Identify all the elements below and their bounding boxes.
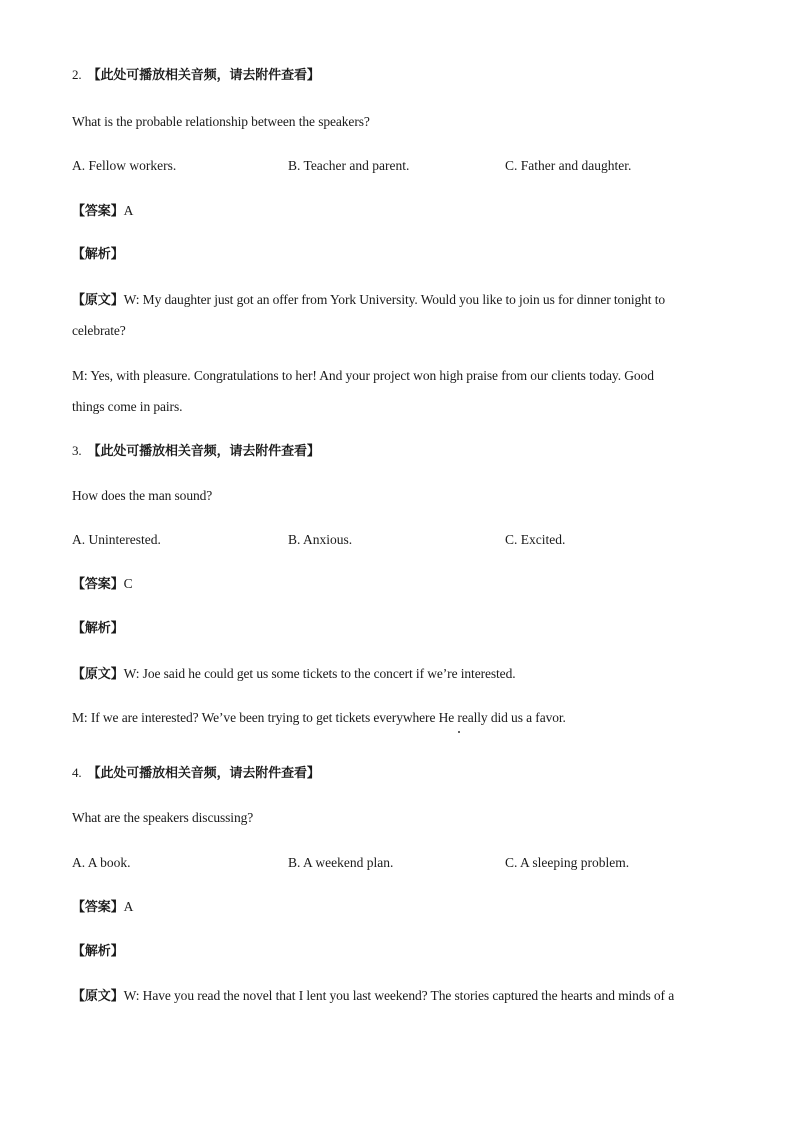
question-3-transcript-line-2: M: If we are interested? We’ve been trying to get tickets everywhere He really did us a favor.: [72, 710, 566, 725]
question-2-transcript-line-2: celebrate?: [72, 323, 126, 338]
answer-tag: 【答案】: [72, 577, 124, 592]
question-2-prompt: What is the probable relationship between the speakers?: [72, 114, 370, 129]
answer-value: A: [123, 203, 134, 218]
question-3-prompt: How does the man sound?: [72, 488, 213, 503]
option-b: B. A weekend plan.: [288, 855, 394, 870]
transcript-tag: 【原文】: [72, 989, 124, 1004]
option-c: C. Father and daughter.: [505, 158, 632, 173]
question-4-analysis-tag: 【解析】: [72, 944, 124, 959]
question-3-analysis-tag: 【解析】: [72, 621, 124, 636]
question-number: 4.: [72, 765, 82, 780]
transcript-text: W: My daughter just got an offer from York University. Would you like to join us for dinner tonight to: [123, 292, 666, 307]
question-number: 2.: [72, 67, 82, 82]
audio-note: 【此处可播放相关音频，请去附件查看】: [87, 68, 320, 83]
transcript-tag: 【原文】: [72, 667, 124, 682]
option-a: A. A book.: [72, 855, 131, 870]
question-4-prompt: What are the speakers discussing?: [72, 810, 254, 825]
option-b: B. Anxious.: [288, 532, 353, 547]
question-3-header: [72, 442, 320, 461]
option-c: C. Excited.: [505, 532, 566, 547]
question-number: 3.: [72, 443, 82, 458]
option-a: A. Uninterested.: [72, 532, 161, 547]
answer-tag: 【答案】: [72, 900, 124, 915]
question-4-header: [72, 764, 320, 783]
question-3-answer: [72, 575, 133, 594]
option-a: A. Fellow workers.: [72, 158, 177, 173]
transcript-tag: 【原文】: [72, 293, 124, 308]
transcript-text: W: Have you read the novel that I lent you last weekend? The stories captured the hearts and minds of a: [123, 988, 675, 1003]
question-2-transcript-line-3: M: Yes, with pleasure. Congratulations to her! And your project won high praise from our clients today. Good: [72, 368, 654, 383]
option-c: C. A sleeping problem.: [505, 855, 630, 870]
question-3-transcript-line-1: [72, 665, 516, 684]
question-4-transcript-line-1: [72, 987, 674, 1006]
question-2-transcript-line-1: [72, 291, 665, 310]
audio-note: 【此处可播放相关音频，请去附件查看】: [87, 766, 320, 781]
answer-tag: 【答案】: [72, 204, 124, 219]
answer-value: C: [123, 576, 133, 591]
question-2-header: [72, 66, 320, 85]
question-2-answer: [72, 202, 133, 221]
stray-dot: [458, 731, 460, 733]
transcript-text: W: Joe said he could get us some tickets to the concert if we’re interested.: [123, 666, 516, 681]
question-2-analysis-tag: 【解析】: [72, 247, 124, 262]
option-b: B. Teacher and parent.: [288, 158, 410, 173]
question-2-transcript-line-4: things come in pairs.: [72, 399, 183, 414]
audio-note: 【此处可播放相关音频，请去附件查看】: [87, 444, 320, 459]
question-4-answer: [72, 898, 133, 917]
answer-value: A: [123, 899, 134, 914]
